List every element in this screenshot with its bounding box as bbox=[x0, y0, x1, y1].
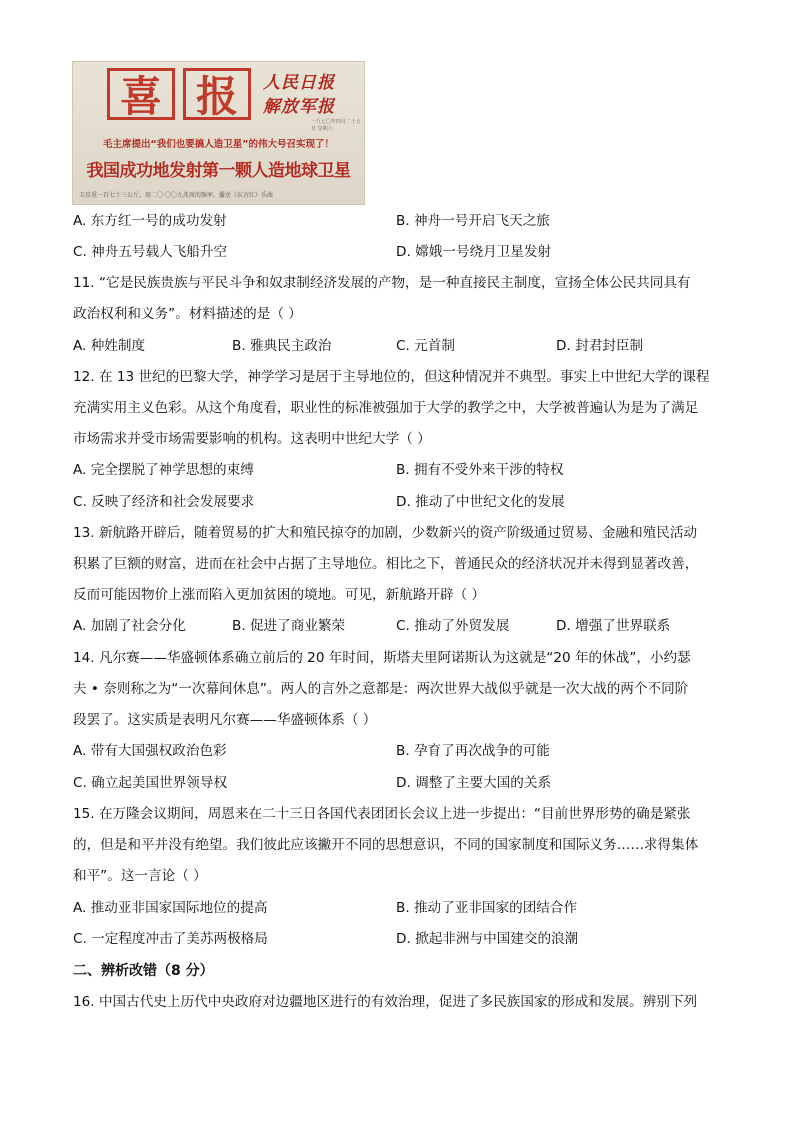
newspaper-masthead: 人民日报 bbox=[263, 73, 335, 93]
q14-stem-line: 14. 凡尔赛——华盛顿体系确立前后的 20 年时间，斯塔夫里阿诺斯认为这就是“20 年的休战”，小约瑟 bbox=[73, 650, 691, 666]
q11-option-a: A. 种姓制度 bbox=[73, 338, 146, 354]
q13-stem-line: 反而可能因物价上涨而陷入更加贫困的境地。可见，新航路开辟（ ） bbox=[73, 587, 486, 603]
q15-stem-line: 15. 在万隆会议期间，周恩来在二十三日各国代表团团长会议上进一步提出：“目前世界形势的确是紧张 bbox=[73, 806, 691, 822]
q14-stem-line: 段罢了。这实质是表明凡尔赛——华盛顿体系（ ） bbox=[73, 712, 377, 728]
newspaper-image bbox=[72, 61, 365, 205]
q13-option-a: A. 加剧了社会分化 bbox=[73, 618, 186, 634]
q12-option-c: C. 反映了经济和社会发展要求 bbox=[73, 494, 255, 510]
newspaper-fine-print: 卫星重一百七十三公斤，用二〇·〇〇九兆周的频率，播送《东方红》乐曲 bbox=[79, 192, 273, 199]
q16-stem-line: 16. 中国古代史上历代中央政府对边疆地区进行的有效治理，促进了多民族国家的形成和发展。辨别下列 bbox=[73, 994, 698, 1010]
q15-option-c: C. 一定程度冲击了美苏两极格局 bbox=[73, 931, 268, 947]
q10-option-b: B. 神舟一号开启飞天之旅 bbox=[396, 213, 550, 229]
section-title: 二、辨析改错（8 分） bbox=[73, 963, 214, 979]
q14-option-b: B. 孕育了再次战争的可能 bbox=[396, 743, 550, 759]
newspaper-big-char: 喜 bbox=[107, 68, 175, 120]
q11-stem-line: 政治权利和义务”。材料描述的是（ ） bbox=[73, 306, 302, 322]
q10-option-d: D. 嫦娥一号绕月卫星发射 bbox=[396, 244, 552, 260]
q15-option-b: B. 推动了亚非国家的团结合作 bbox=[396, 900, 578, 916]
q13-option-c: C. 推动了外贸发展 bbox=[396, 618, 510, 634]
q13-option-d: D. 增强了世界联系 bbox=[556, 618, 671, 634]
newspaper-headline: 我国成功地发射第一颗人造地球卫星 bbox=[86, 161, 351, 181]
newspaper-big-char: 报 bbox=[183, 68, 251, 120]
newspaper-masthead: 解放军报 bbox=[263, 97, 335, 117]
q14-option-d: D. 调整了主要大国的关系 bbox=[396, 775, 552, 791]
q10-option-c: C. 神舟五号载人飞船升空 bbox=[73, 244, 228, 260]
q11-stem-line: 11. “它是民族贵族与平民斗争和奴隶制经济发展的产物，是一种直接民主制度，宣扬全体公民共同具有 bbox=[73, 275, 691, 291]
q14-option-c: C. 确立起美国世界领导权 bbox=[73, 775, 228, 791]
q15-stem-line: 的，但是和平并没有绝望。我们彼此应该撇开不同的思想意识，不同的国家制度和国际义务……求得集体 bbox=[73, 837, 699, 853]
q13-stem-line: 积累了巨额的财富，进而在社会中占据了主导地位。相比之下，普通民众的经济状况并未得到显著改善， bbox=[73, 556, 699, 572]
q15-stem-line: 和平”。这一言论（ ） bbox=[73, 868, 207, 884]
q11-option-b: B. 雅典民主政治 bbox=[232, 338, 332, 354]
q15-option-a: A. 推动亚非国家国际地位的提高 bbox=[73, 900, 268, 916]
q11-option-d: D. 封君封臣制 bbox=[556, 338, 644, 354]
newspaper-subheadline: 毛主席提出“我们也要搞人造卫星”的伟大号召实现了！ bbox=[103, 139, 334, 150]
q13-stem-line: 13. 新航路开辟后，随着贸易的扩大和殖民掠夺的加剧，少数新兴的资产阶级通过贸易、金融和殖民活动 bbox=[73, 525, 698, 541]
q12-stem-line: 12. 在 13 世纪的巴黎大学，神学学习是居于主导地位的，但这种情况并不典型。事实上中世纪大学的课程 bbox=[73, 369, 710, 385]
q10-option-a: A. 东方红一号的成功发射 bbox=[73, 213, 227, 229]
newspaper-date-note: 一九七〇年四月二十五日 星期六 bbox=[311, 119, 362, 132]
q12-stem-line: 充满实用主义色彩。从这个角度看，职业性的标准被强加于大学的教学之中，大学被普遍认为是为了满足 bbox=[73, 400, 699, 416]
q11-option-c: C. 元首制 bbox=[396, 338, 455, 354]
q14-stem-line: 夫 • 奈则称之为“一次幕间休息”。两人的言外之意都是：两次世界大战似乎就是一次大战的两个不同阶 bbox=[73, 681, 689, 697]
q12-option-a: A. 完全摆脱了神学思想的束缚 bbox=[73, 462, 254, 478]
q12-option-b: B. 拥有不受外来干涉的特权 bbox=[396, 462, 564, 478]
q13-option-b: B. 促进了商业繁荣 bbox=[232, 618, 346, 634]
q15-option-d: D. 掀起非洲与中国建交的浪潮 bbox=[396, 931, 579, 947]
q14-option-a: A. 带有大国强权政治色彩 bbox=[73, 743, 227, 759]
q12-stem-line: 市场需求并受市场需要影响的机构。这表明中世纪大学（ ） bbox=[73, 431, 431, 447]
q12-option-d: D. 推动了中世纪文化的发展 bbox=[396, 494, 565, 510]
